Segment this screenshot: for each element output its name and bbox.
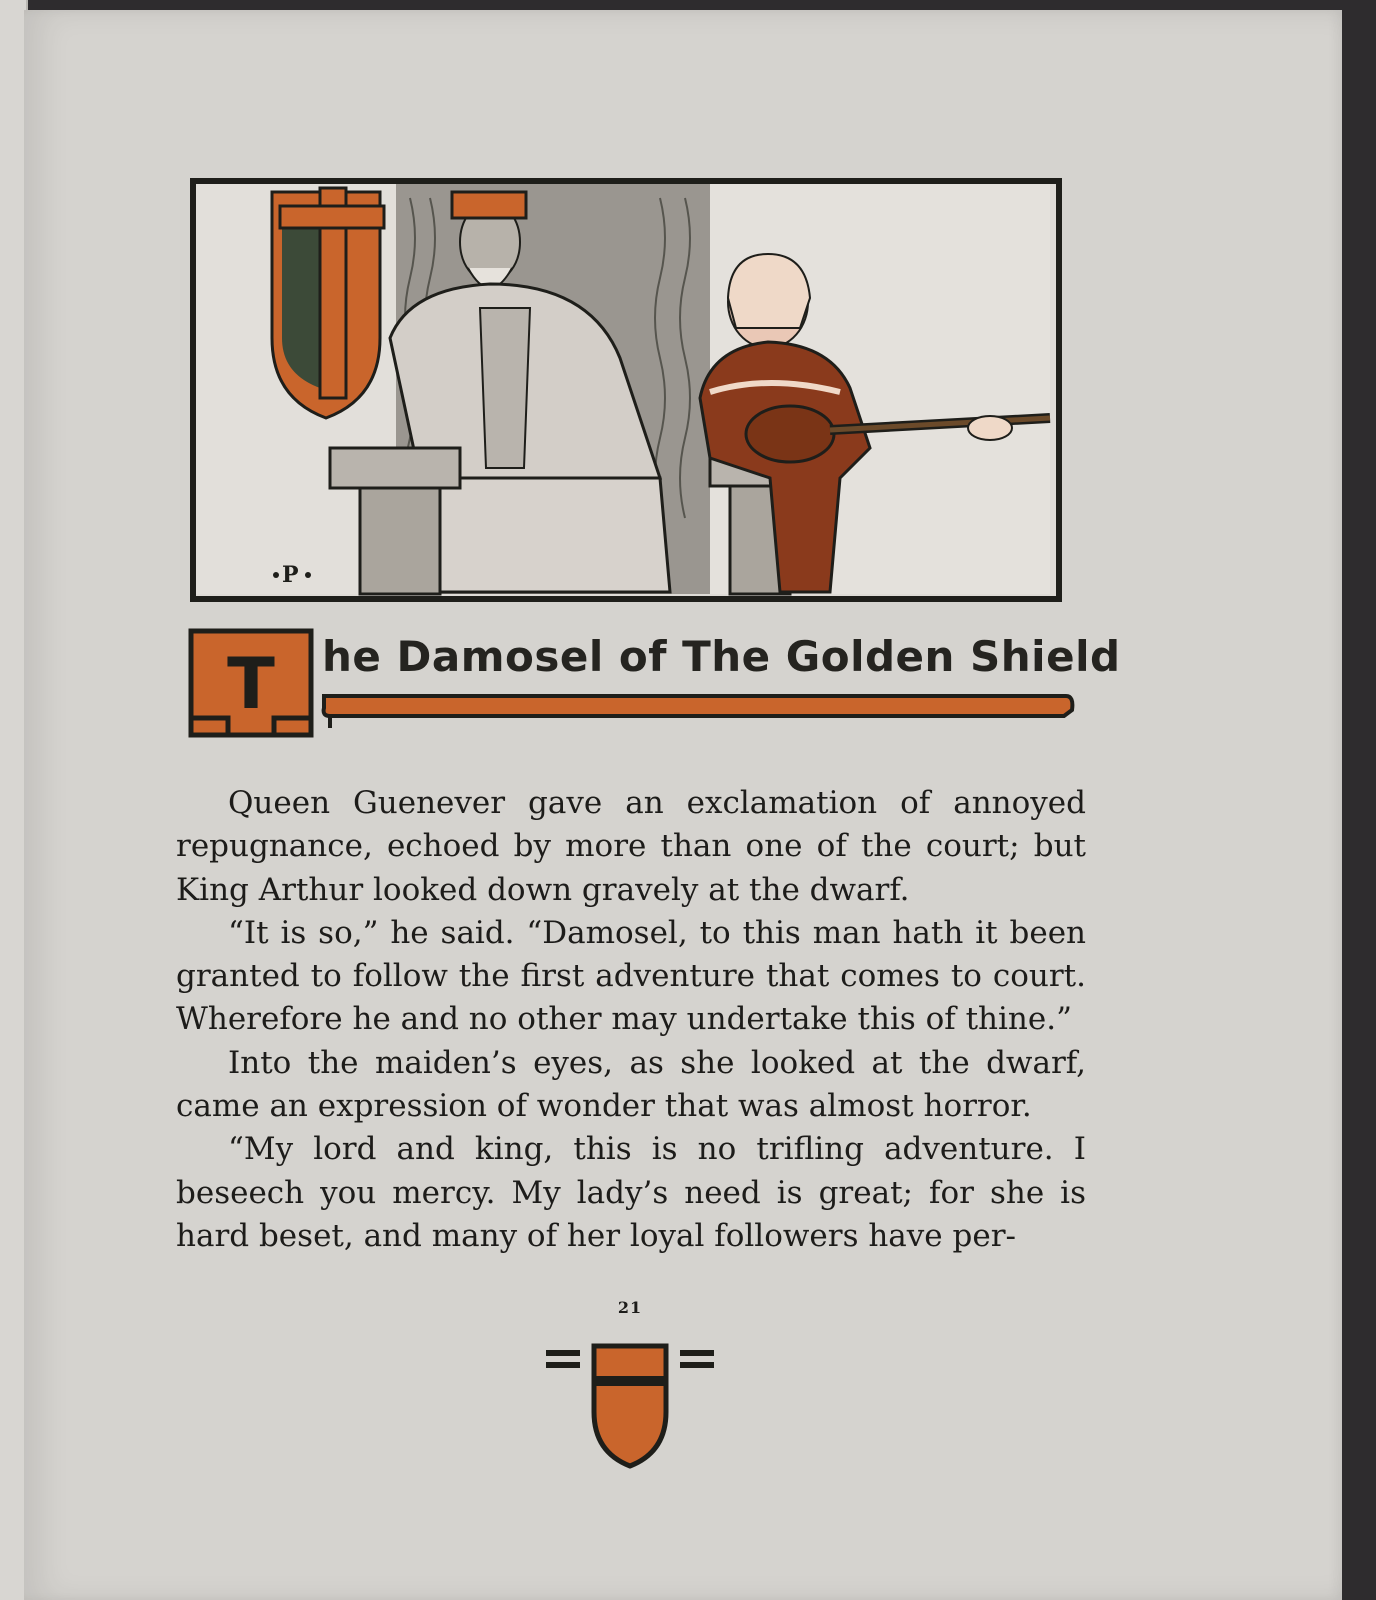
- shield-ornament-icon: [540, 1342, 720, 1472]
- title-underline-bar: [316, 686, 1076, 730]
- paragraph: “My lord and king, this is no trifling adventure. I beseech you mercy. My lady’s need is great; for she is hard beset, and many of her loyal followers have per-: [176, 1131, 1086, 1254]
- drop-cap: [188, 628, 314, 740]
- paragraph: Into the maiden’s eyes, as she looked at the dwarf, came an expression of wonder that was almost horror.: [176, 1044, 1086, 1125]
- chapter-illustration: [190, 178, 1062, 602]
- chapter-title: [188, 620, 1121, 740]
- body-text: [176, 782, 1086, 1258]
- paragraph: Queen Guenever gave an exclamation of annoyed repugnance, echoed by more than one of the court; but King Arthur looked down gravely at the dwarf.: [176, 785, 1086, 908]
- page-number: 21: [617, 1298, 643, 1317]
- chapter-title-text: he Damosel of The Golden Shield: [322, 632, 1121, 681]
- drop-cap-letter: T: [227, 643, 275, 725]
- illustration-monogram: P: [282, 562, 299, 588]
- paragraph: “It is so,” he said. “Damosel, to this man hath it been granted to follow the first adventure that comes to court. Wherefore he and no other may undertake this of thine.”: [176, 914, 1086, 1038]
